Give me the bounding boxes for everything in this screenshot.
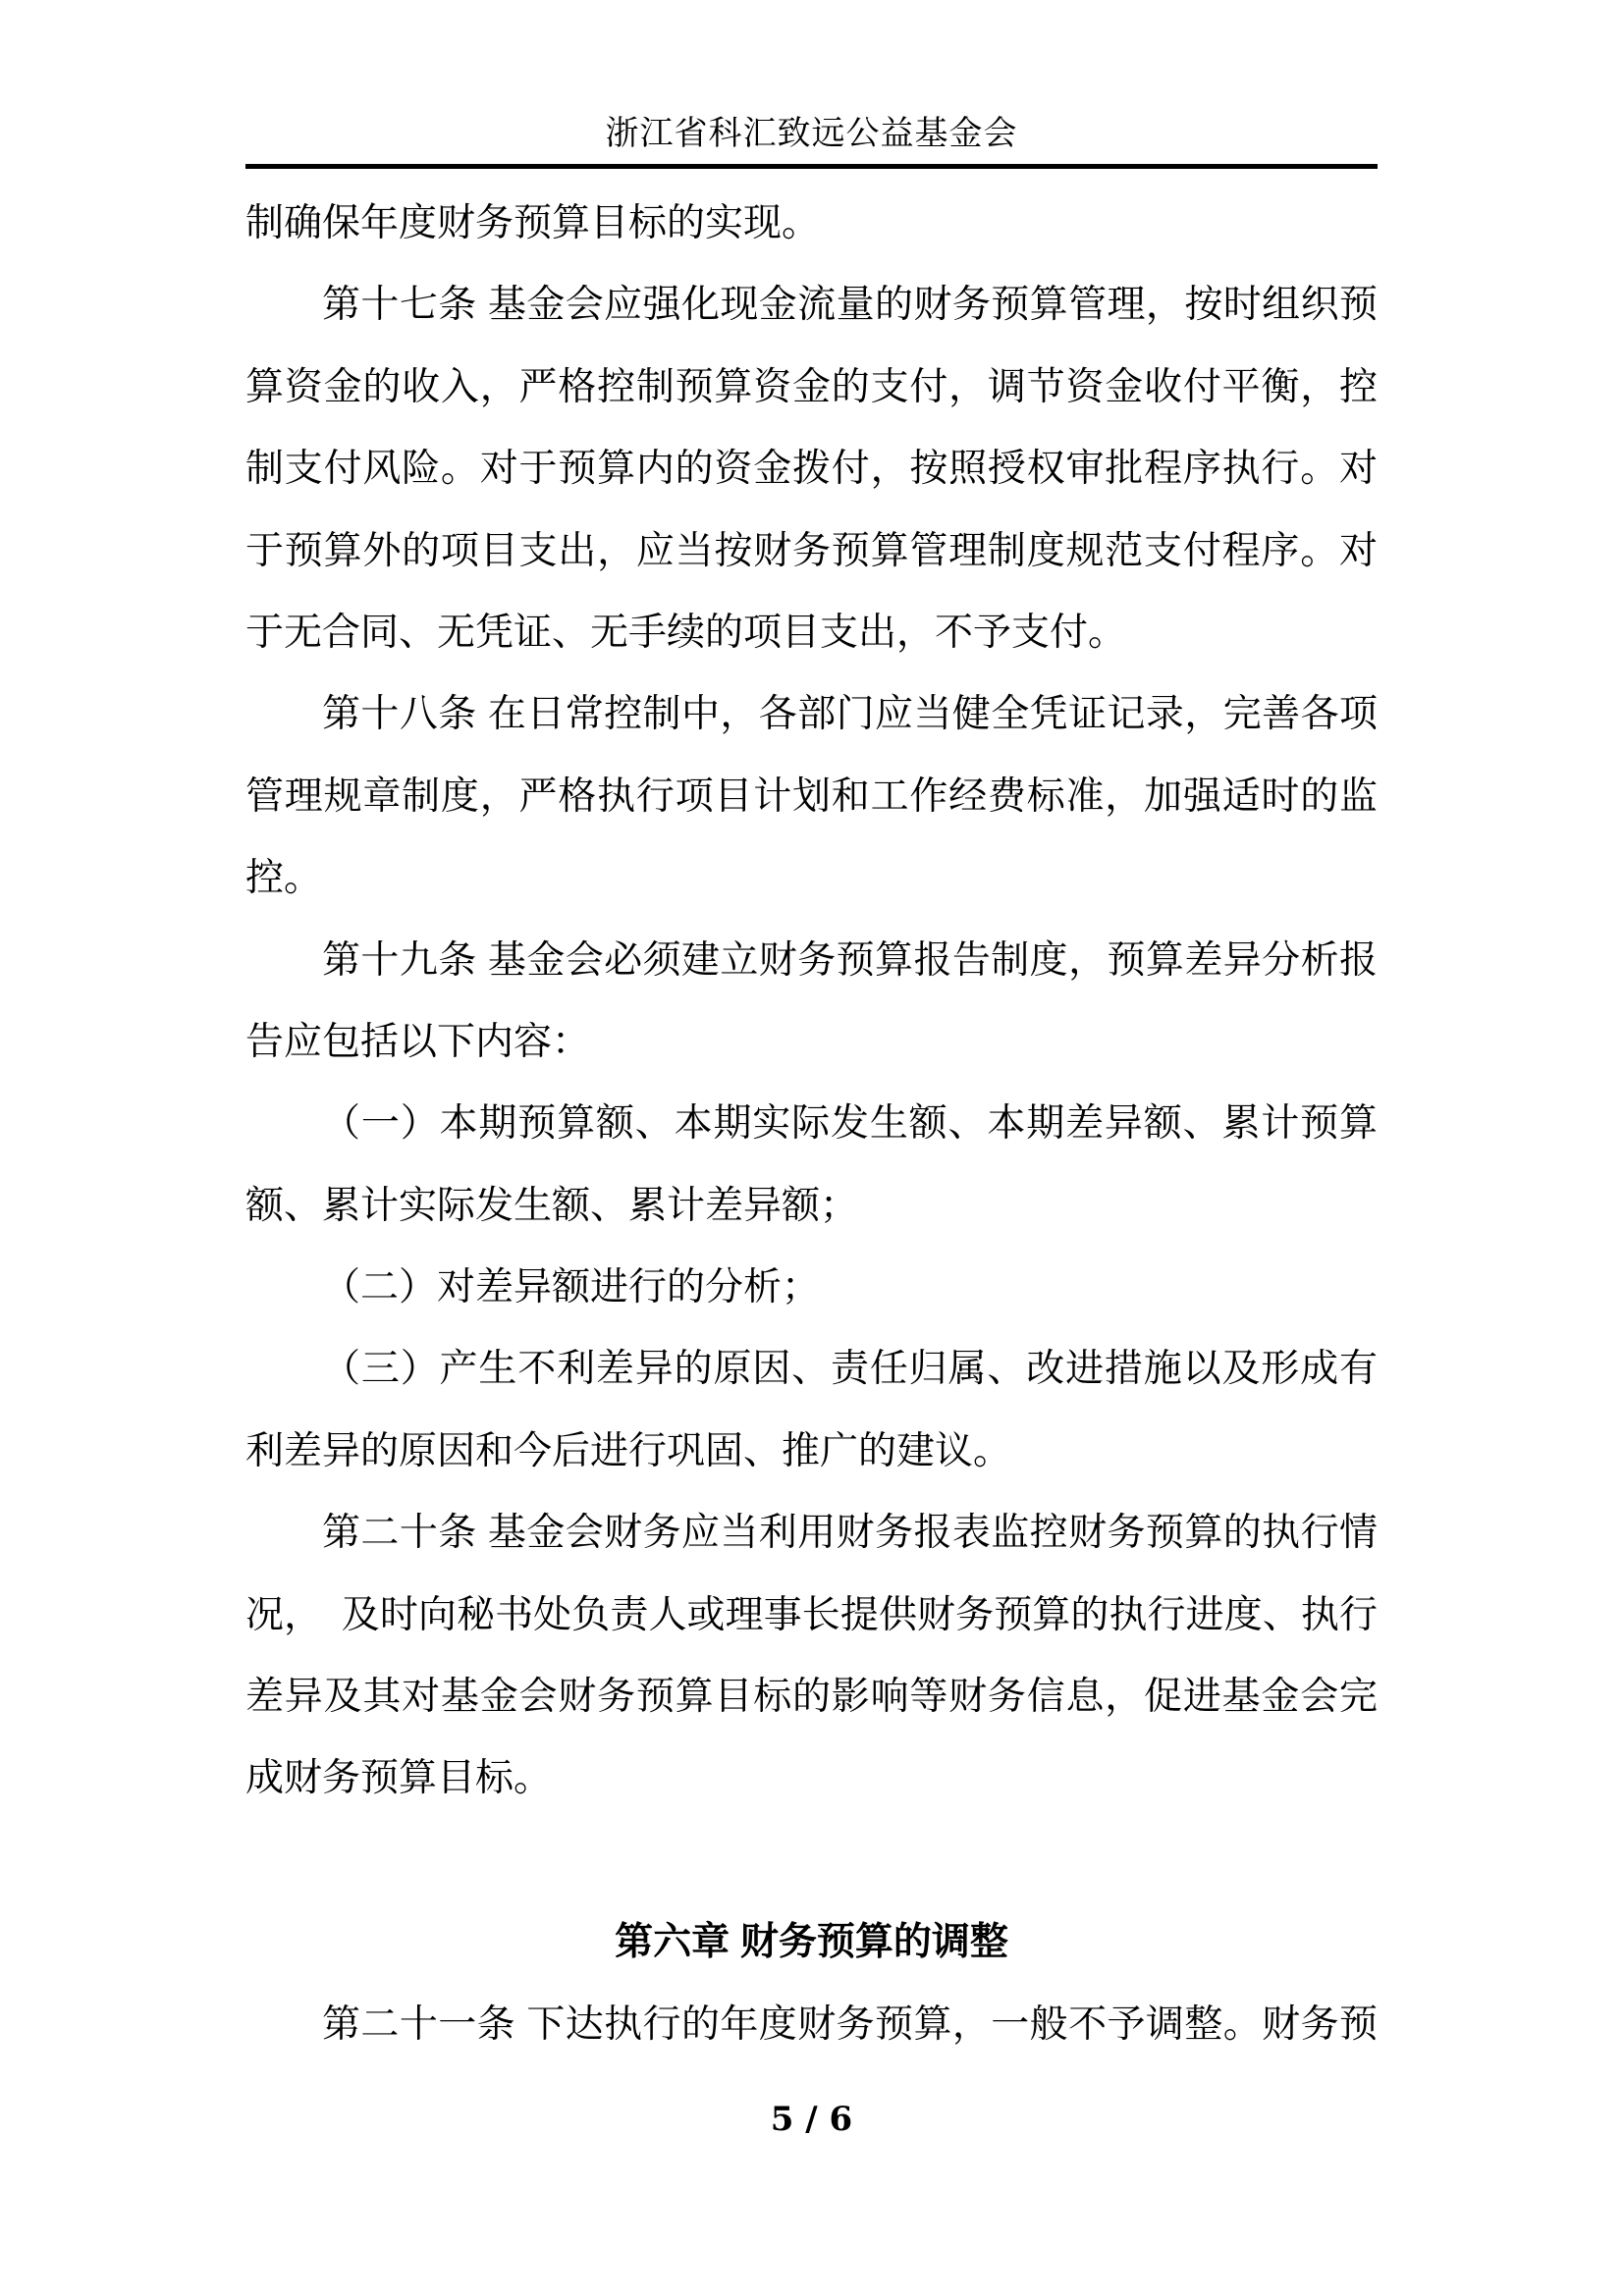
text-line: 额、累计实际发生额、累计差异额； [245, 1184, 859, 1227]
text-line: （三）产生不利差异的原因、责任归属、改进措施以及形成有 [322, 1348, 1378, 1391]
page-footer [245, 2095, 1378, 2144]
text-line: 于预算外的项目支出，应当按财务预算管理制度规范支付程序。对 [245, 529, 1378, 572]
text-line: 制确保年度财务预算目标的实现。 [245, 202, 821, 244]
text-line: 第十八条 在日常控制中，各部门应当健全凭证记录，完善各项 [322, 693, 1378, 736]
text-line: 成财务预算目标。 [245, 1757, 553, 1800]
text-line: 第十九条 基金会必须建立财务预算报告制度，预算差异分析报 [322, 938, 1378, 982]
text-line: 制支付风险。对于预算内的资金拨付，按照授权审批程序执行。对 [245, 448, 1378, 491]
header-rule [245, 164, 1378, 169]
text-line: 于无合同、无凭证、无手续的项目支出，不予支付。 [245, 611, 1127, 654]
header-title: 浙江省科汇致远公益基金会 [605, 115, 1018, 152]
text-line: （一）本期预算额、本期实际发生额、本期差异额、累计预算 [322, 1102, 1378, 1146]
text-line: 第二十一条 下达执行的年度财务预算，一般不予调整。财务预 [322, 2002, 1378, 2046]
text-line: 利差异的原因和今后进行巩固、推广的建议。 [245, 1429, 1012, 1472]
text-line: 控。 [245, 857, 323, 900]
text-line: 第十七条 基金会应强化现金流量的财务预算管理，按时组织预 [322, 284, 1378, 327]
text-line: （二）对差异额进行的分析； [322, 1266, 821, 1309]
page-number: 5 / 6 [770, 2100, 853, 2139]
text-line: 管理规章制度，严格执行项目计划和工作经费标准，加强适时的监 [245, 774, 1378, 818]
text-line: 差异及其对基金会财务预算目标的影响等财务信息，促进基金会完 [245, 1676, 1378, 1719]
text-line: 况， 及时向秘书处负责人或理事长提供财务预算的执行进度、执行 [245, 1593, 1378, 1636]
text-line: 告应包括以下内容： [245, 1020, 591, 1063]
text-line: 第二十条 基金会财务应当利用财务报表监控财务预算的执行情 [322, 1512, 1378, 1555]
text-line: 算资金的收入，严格控制预算资金的支付，调节资金收付平衡，控 [245, 365, 1378, 408]
document-body [245, 183, 1378, 2065]
chapter-heading: 第六章 财务预算的调整 [615, 1921, 1008, 1964]
blank-line [245, 1820, 1378, 1901]
